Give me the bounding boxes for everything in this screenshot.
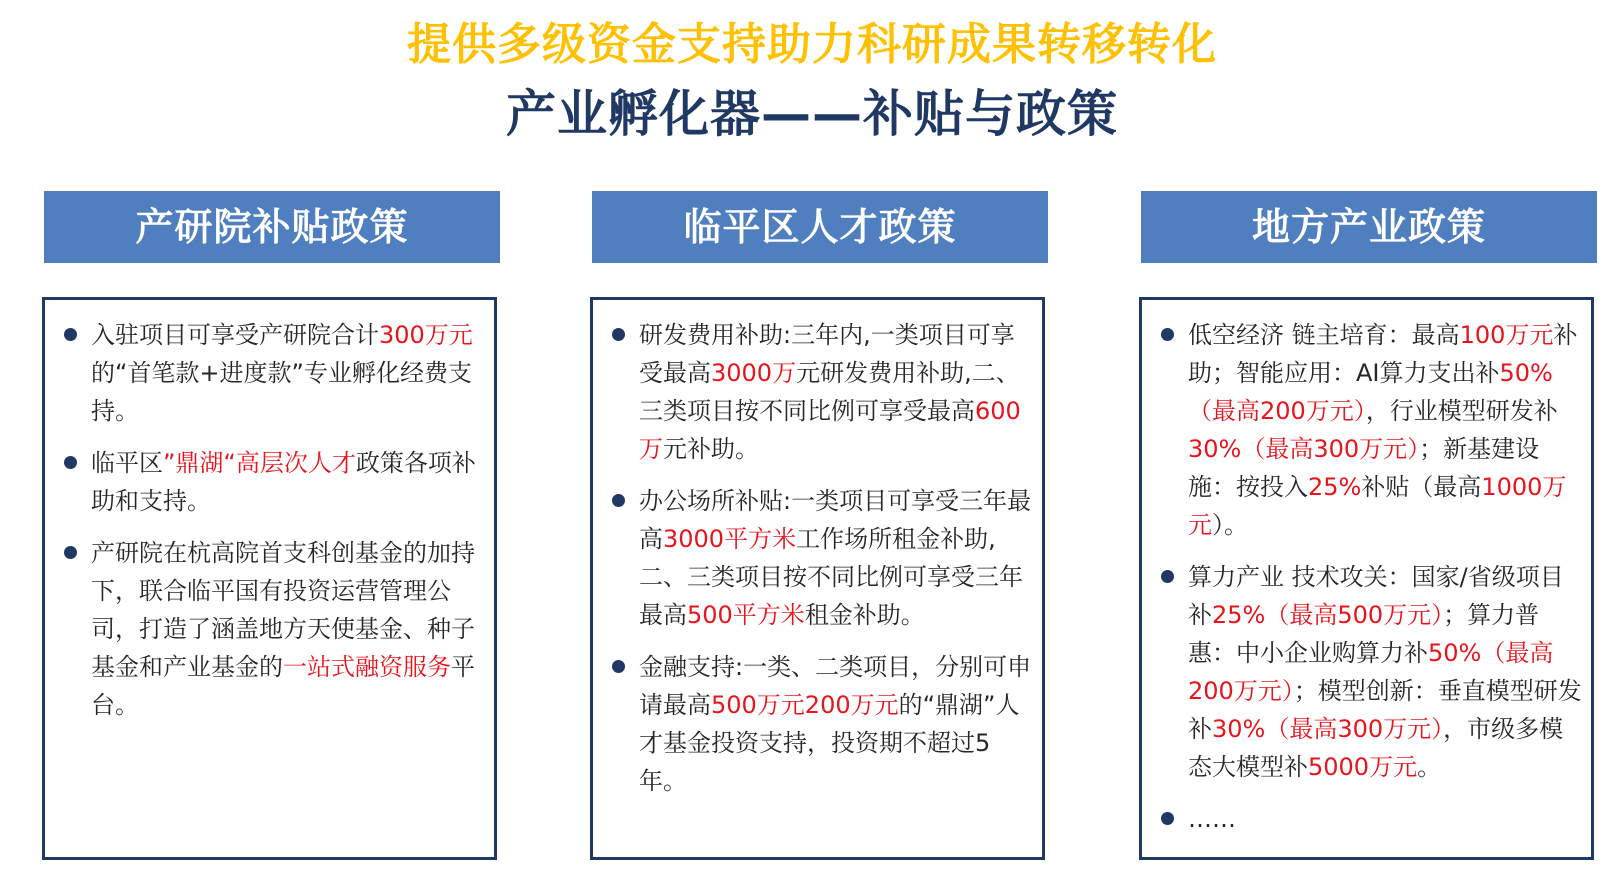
bullet-text: 金融支持:一类、二类项目，分别可申请最高 — [639, 653, 1032, 719]
highlight-text: 3000万 — [711, 359, 797, 387]
bullet-text: 租金补助。 — [804, 601, 925, 629]
highlight-text: 30%（最高300万元） — [1212, 715, 1444, 743]
highlight-text: 500万元200万元 — [711, 691, 899, 719]
bullet-text: …… — [1188, 805, 1236, 833]
bullet-dot-icon — [64, 456, 77, 469]
highlight-text: 25% — [1308, 473, 1362, 501]
bullet-item — [1142, 800, 1591, 838]
bullet-text: ，市级多模态大模型补 — [1188, 715, 1564, 781]
bullet-item — [1142, 316, 1591, 544]
bullet-text: 补助；智能应用：AI算力支出补 — [1188, 321, 1578, 387]
bullet-text: 的“鼎湖”人才基金投资支持，投资期不超过5年。 — [639, 691, 1020, 795]
bullet-text: 元补助。 — [663, 435, 759, 463]
highlight-text: 5000万元 — [1308, 753, 1418, 781]
bullet-item — [45, 534, 494, 724]
bullet-dot-icon — [64, 546, 77, 559]
bullet-text: ；算力普惠：中小企业购算力补 — [1188, 601, 1540, 667]
column-box-linping-talent — [590, 297, 1045, 860]
bullet-item — [45, 444, 494, 520]
highlight-text: ”鼎湖“高层次人才 — [163, 449, 356, 477]
bullet-text: ）。 — [1212, 511, 1248, 539]
bullet-text: 。 — [1417, 753, 1442, 781]
bullet-text: 办公场所补贴:一类项目可享受三年最高 — [639, 487, 1032, 553]
bullet-list — [593, 300, 1042, 800]
highlight-text: 一站式融资服务 — [283, 653, 451, 681]
bullet-dot-icon — [612, 660, 625, 673]
bullet-dot-icon — [612, 328, 625, 341]
column-box-local-industry — [1139, 297, 1594, 860]
bullet-text: 研发费用补助:三年内,一类项目可享受最高 — [639, 321, 1015, 387]
bullet-text: ；模型创新：垂直模型研发补 — [1188, 677, 1582, 743]
highlight-text: 1000万元 — [1188, 473, 1567, 539]
highlight-text: 30%（最高300万元） — [1188, 435, 1420, 463]
bullet-text: 入驻项目可享受产研院合计 — [91, 321, 379, 349]
highlight-text: 25%（最高500万元） — [1212, 601, 1444, 629]
bullet-dot-icon — [1161, 328, 1174, 341]
bullet-text: 算力产业 技术攻关：国家/省级项目补 — [1188, 563, 1564, 629]
bullet-text: 的“首笔款+进度款”专业孵化经费支持。 — [91, 359, 472, 425]
bullet-item — [593, 648, 1042, 800]
bullet-item — [45, 316, 494, 430]
bullet-list — [45, 300, 494, 724]
bullet-list — [1142, 300, 1591, 838]
highlight-text: 300万元 — [379, 321, 473, 349]
column-box-research-institute — [42, 297, 497, 860]
column-header-local-industry: 地方产业政策 — [1141, 191, 1597, 263]
sub-title: 产业孵化器——补贴与政策 — [506, 85, 1118, 143]
bullet-text: 政策各项补助和支持。 — [91, 449, 476, 515]
bullet-dot-icon — [612, 494, 625, 507]
bullet-item — [593, 316, 1042, 468]
highlight-text: 50%（最高200万元） — [1188, 359, 1553, 425]
bullet-text: 低空经济 链主培育：最高 — [1188, 321, 1460, 349]
bullet-text: 元研发费用补助,二、三类项目按不同比例可享受最高 — [639, 359, 1020, 425]
column-header-research-institute: 产研院补贴政策 — [44, 191, 500, 263]
bullet-text: 补贴（最高 — [1361, 473, 1482, 501]
bullet-text: ；新基建设施：按投入 — [1188, 435, 1540, 501]
main-title: 提供多级资金支持助力科研成果转移转化 — [407, 19, 1217, 70]
highlight-text: 600万 — [639, 397, 1021, 463]
bullet-item — [1142, 558, 1591, 786]
bullet-text: 平台。 — [91, 653, 475, 719]
bullet-text: 工作场所租金补助,二、三类项目按不同比例可享受三年最高 — [639, 525, 1023, 629]
bullet-dot-icon — [64, 328, 77, 341]
column-header-linping-talent: 临平区人才政策 — [592, 191, 1048, 263]
bullet-dot-icon — [1161, 812, 1174, 825]
bullet-item — [593, 482, 1042, 634]
highlight-text: 3000平方米 — [663, 525, 797, 553]
highlight-text: 500平方米 — [687, 601, 805, 629]
bullet-text: ，行业模型研发补 — [1365, 397, 1558, 425]
highlight-text: 50%（最高200万元） — [1188, 639, 1554, 705]
bullet-dot-icon — [1161, 570, 1174, 583]
bullet-text: 临平区 — [91, 449, 163, 477]
bullet-text: 产研院在杭高院首支科创基金的加持下，联合临平国有投资运营管理公司，打造了涵盖地方天使基金、种子基金和产业基金的 — [91, 539, 475, 681]
highlight-text: 100万元 — [1459, 321, 1554, 349]
